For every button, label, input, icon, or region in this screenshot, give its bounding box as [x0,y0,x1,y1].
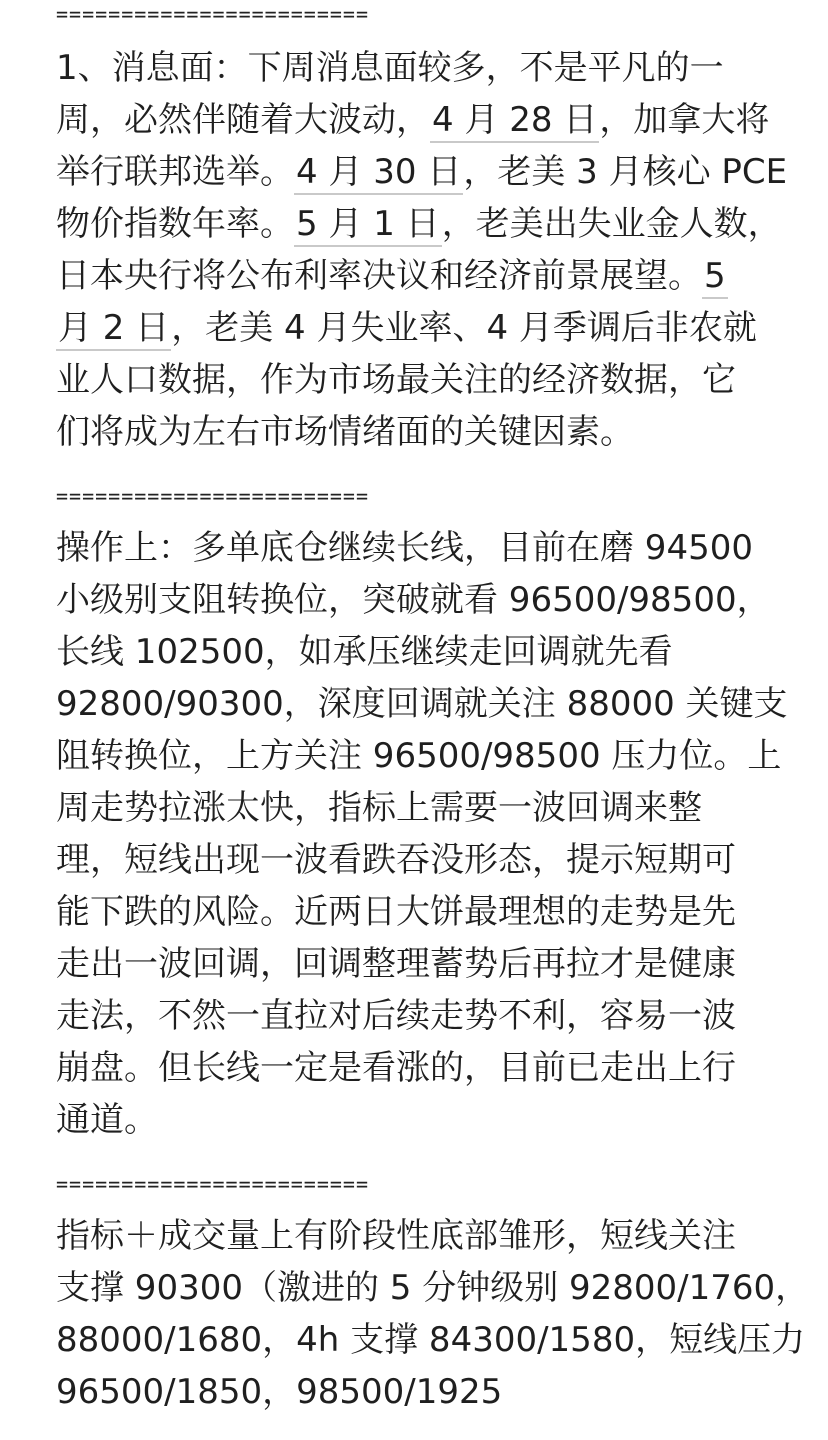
news-line-2 [56,94,816,146]
news-line-6 [56,302,816,354]
text-segment: ，老美 4 月失业率、4 月季调后非农就 [171,308,757,348]
indicator-line-1: 指标＋成交量上有阶段性底部雏形，短线关注 [56,1216,736,1256]
news-line-5 [56,250,816,302]
text-segment: 举行联邦选举。 [56,152,294,192]
strategy-line-12: 通道。 [56,1100,158,1140]
text-segment: ，加拿大将 [599,100,770,140]
strategy-line-9: 走出一波回调，回调整理蓄势后再拉才是健康 [56,944,736,984]
text-segment: 物价指数年率。 [56,204,294,244]
date-link-may1[interactable]: 5 月 1 日 [294,203,442,247]
news-line-8: 们将成为左右市场情绪面的关键因素。 [56,412,634,452]
date-link-apr30[interactable]: 4 月 30 日 [294,151,463,195]
news-line-4 [56,198,816,250]
strategy-line-7: 理，短线出现一波看跌吞没形态，提示短期可 [56,840,736,880]
separator-top: ======================== [56,2,369,26]
indicator-line-2: 支撑 90300（激进的 5 分钟级别 92800/1760， [56,1268,810,1308]
news-line-1: 1、消息面：下周消息面较多，不是平凡的一 [56,48,724,88]
indicator-line-4: 96500/1850，98500/1925 [56,1372,503,1412]
indicator-line-3: 88000/1680，4h 支撑 84300/1580，短线压力 [56,1320,806,1360]
text-segment: ，老美 3 月核心 PCE [463,152,788,192]
date-link-may2-part1[interactable]: 5 [702,255,728,299]
news-line-7: 业人口数据，作为市场最关注的经济数据，它 [56,360,736,400]
date-link-may2-part2[interactable]: 月 2 日 [56,307,171,351]
separator-1: ======================== [56,484,369,508]
news-line-3 [56,146,816,198]
strategy-line-4: 92800/90300，深度回调就关注 88000 关键支 [56,684,788,724]
date-link-apr28[interactable]: 4 月 28 日 [430,99,599,143]
text-segment: ，老美出失业金人数， [441,204,782,244]
strategy-line-2: 小级别支阻转换位，突破就看 96500/98500， [56,580,771,620]
text-segment: 日本央行将公布利率决议和经济前景展望。 [56,256,702,296]
separator-2: ======================== [56,1172,369,1196]
strategy-line-1: 操作上：多单底仓继续长线，目前在磨 94500 [56,528,753,568]
strategy-line-11: 崩盘。但长线一定是看涨的，目前已走出上行 [56,1048,736,1088]
strategy-line-8: 能下跌的风险。近两日大饼最理想的走势是先 [56,892,736,932]
strategy-line-6: 周走势拉涨太快，指标上需要一波回调来整 [56,788,702,828]
strategy-line-5: 阻转换位，上方关注 96500/98500 压力位。上 [56,736,782,776]
text-segment: 周，必然伴随着大波动， [56,100,430,140]
strategy-line-10: 走法，不然一直拉对后续走势不利，容易一波 [56,996,736,1036]
strategy-line-3: 长线 102500，如承压继续走回调就先看 [56,632,673,672]
